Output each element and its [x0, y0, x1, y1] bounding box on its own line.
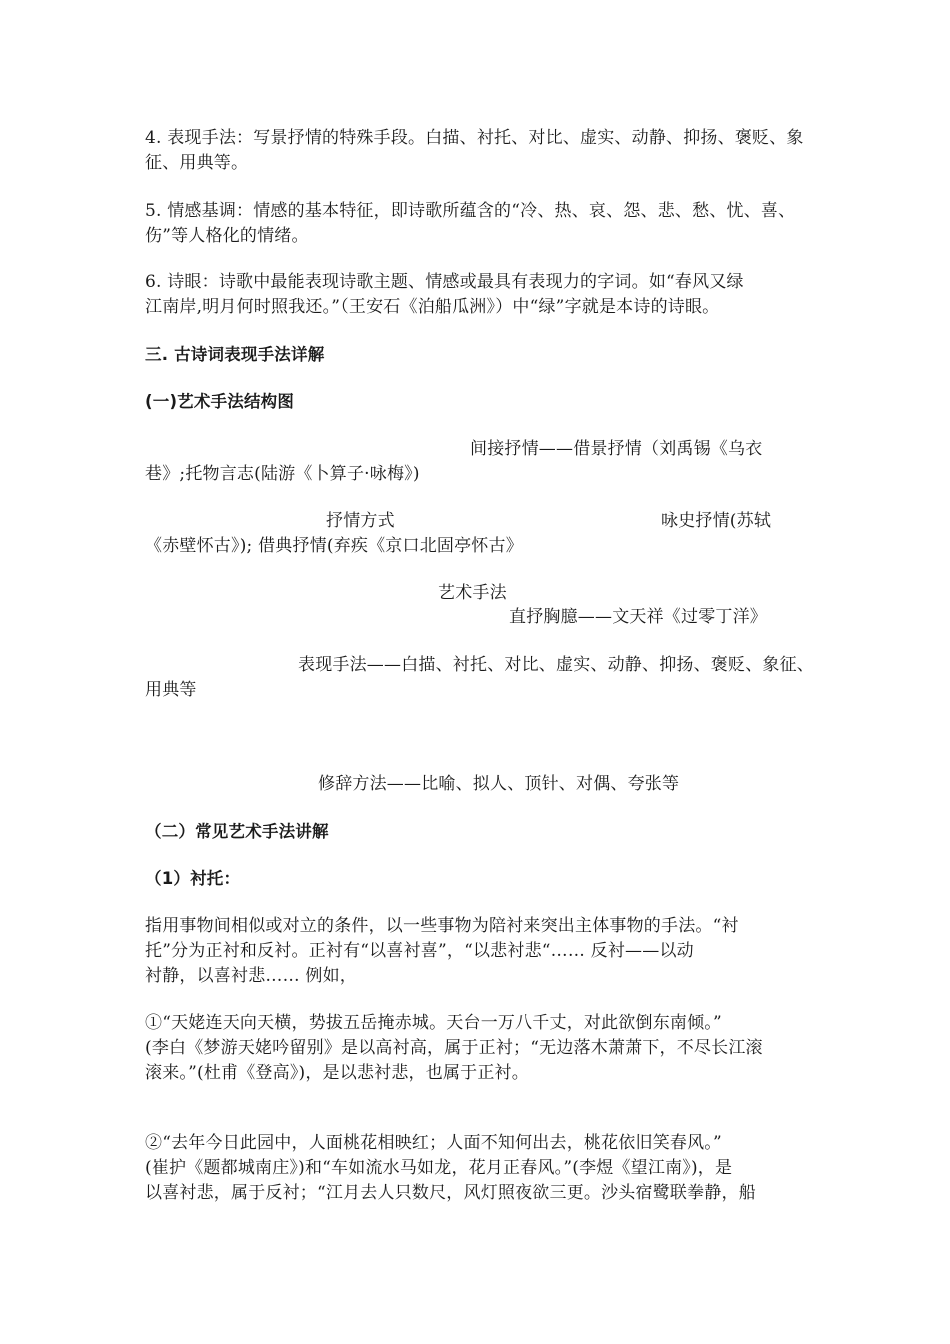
contrast-def-line1: 指用事物间相似或对立的条件，以一些事物为陪衬来突出主体事物的手法。“衬 — [145, 916, 739, 936]
p6-line1: 6. 诗眼：诗歌中最能表现诗歌主题、情感或最具有表现力的字词。如“春风又绿 — [145, 272, 744, 292]
example1-line2: (李白《梦游天姥吟留别》是以高衬高，属于正衬；“无边落木萧萧下，不尽长江滚 — [145, 1038, 763, 1058]
p4-line1: 4. 表现手法：写景抒情的特殊手段。白描、衬托、对比、虚实、动静、抑扬、褒贬、象 — [145, 128, 804, 148]
example1-line1: ①“天姥连天向天横，势拔五岳掩赤城。天台一万八千丈，对此欲倒东南倾。” — [145, 1013, 722, 1033]
diagram-history-line1: 咏史抒情(苏轼 — [661, 511, 772, 531]
p5-line1: 5. 情感基调：情感的基本特征，即诗歌所蕴含的“冷、热、哀、怨、悲、愁、忧、喜、 — [145, 201, 796, 221]
p5-line2: 伤”等人格化的情绪。 — [145, 226, 309, 246]
section-heading-3: 三. 古诗词表现手法详解 — [145, 345, 325, 364]
diagram-indirect-line2: 巷》;托物言志(陆游《卜算子·咏梅》) — [145, 464, 420, 484]
diagram-history-line2: 《赤壁怀古》); 借典抒情(弃疾《京口北固亭怀古》 — [145, 536, 523, 556]
item-heading-contrast: （1）衬托： — [145, 869, 241, 888]
contrast-def-line3: 衬静，以喜衬悲…… 例如， — [145, 966, 358, 986]
diagram-direct-expression: 直抒胸臆——文天祥《过零丁洋》 — [509, 607, 767, 627]
p4-line2: 征、用典等。 — [145, 153, 249, 173]
example2-line1: ②“去年今日此园中，人面桃花相映红；人面不知何出去，桃花依旧笑春风。” — [145, 1133, 722, 1153]
diagram-lyric-method: 抒情方式 — [326, 511, 395, 531]
subheading-structure-diagram: (一)艺术手法结构图 — [145, 392, 295, 411]
diagram-art-method: 艺术手法 — [438, 583, 507, 603]
subheading-common-techniques: （二）常见艺术手法讲解 — [145, 822, 329, 841]
diagram-indirect-line1: 间接抒情——借景抒情（刘禹锡《乌衣 — [470, 439, 763, 459]
example1-line3: 滚来。”(杜甫《登高》)，是以悲衬悲，也属于正衬。 — [145, 1063, 529, 1083]
example2-line3: 以喜衬悲，属于反衬；“江月去人只数尺，风灯照夜欲三更。沙头宿鹭联拳静，船 — [145, 1183, 756, 1203]
p6-line2: 江南岸,明月何时照我还。”（王安石《泊船瓜洲》）中“绿”字就是本诗的诗眼。 — [145, 297, 720, 317]
contrast-def-line2: 托”分为正衬和反衬。正衬有“以喜衬喜”，“以悲衬悲“…… 反衬——以动 — [145, 941, 694, 961]
example2-line2: (崔护《题都城南庄》)和“车如流水马如龙，花月正春风。”(李煜《望江南》)，是 — [145, 1158, 733, 1178]
diagram-rhetoric: 修辞方法——比喻、拟人、顶针、对偶、夸张等 — [318, 774, 680, 794]
diagram-expression-line1: 表现手法——白描、衬托、对比、虚实、动静、抑扬、褒贬、象征、 — [298, 655, 814, 675]
diagram-expression-line2: 用典等 — [145, 680, 197, 700]
